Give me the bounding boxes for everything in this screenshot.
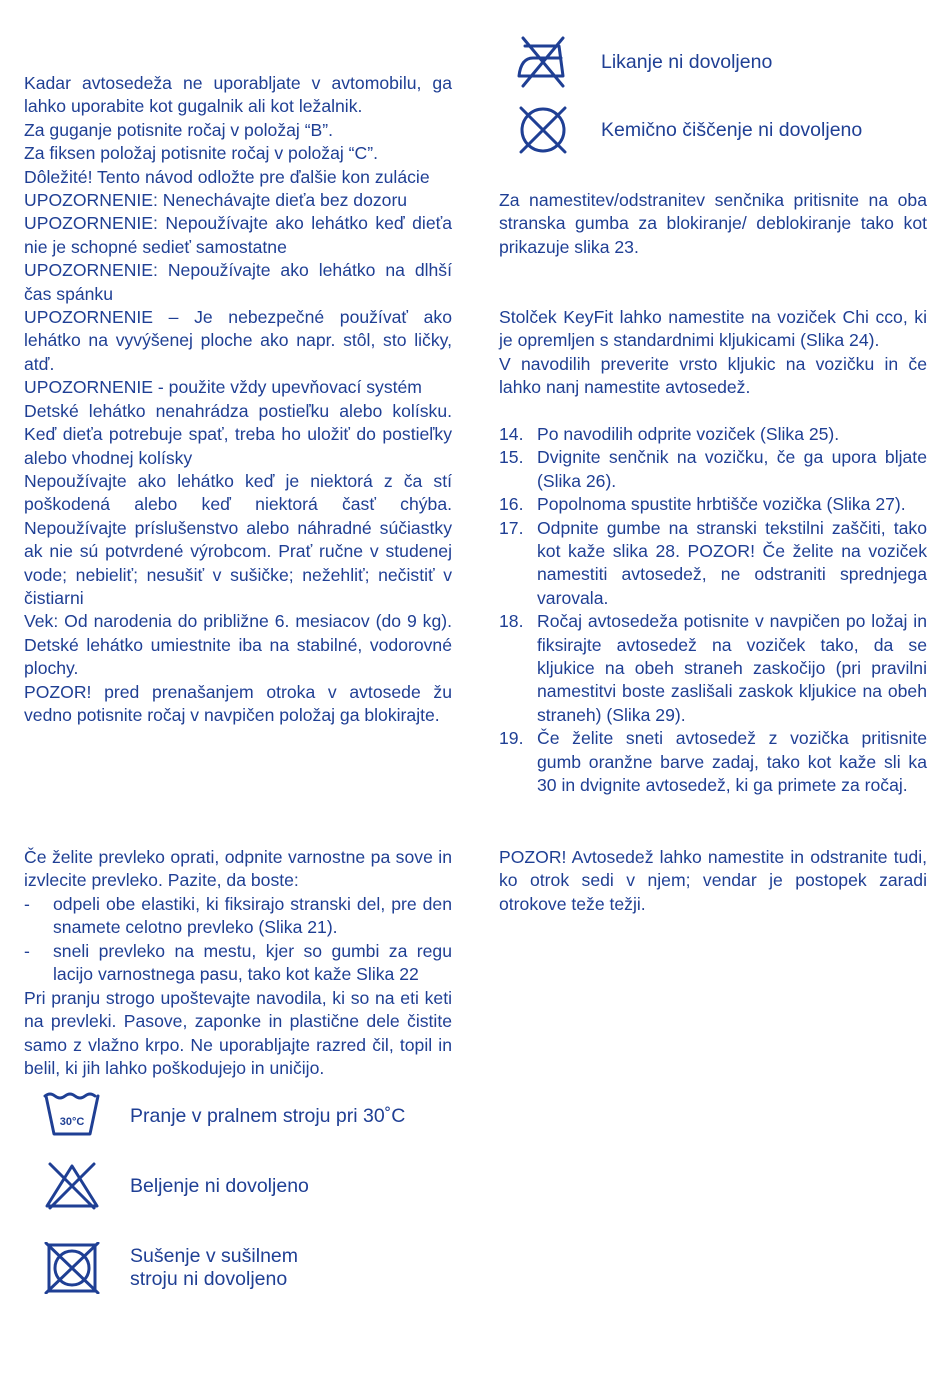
care-item-dryclean bbox=[513, 104, 862, 156]
paragraph: Stolček KeyFit lahko namestite na voziček Chi cco, ki je opremljen s standardnimi kljukicami (Slika 24). bbox=[499, 307, 927, 351]
care-label: Pranje v pralnem stroju pri 30˚C bbox=[130, 1104, 406, 1127]
no-bleach-icon bbox=[42, 1160, 102, 1212]
paragraph: Detské lehátko nenahrádza postieľku alebo kolísku. Keď dieťa potrebuje spať, treba ho uložiť do postieľky alebo vhodnej kolísky bbox=[24, 400, 452, 468]
svg-text:30°C: 30°C bbox=[59, 1116, 85, 1128]
wash-note: Pri pranju strogo upoštevajte navodila, ki so na eti keti na prevleki. Pasove, zaponke in plastične dele čistite samo z vlažno krpo. Ne uporabljajte razred čil, topil in belil, ki jih lahko poškodujejo in uničijo. bbox=[24, 988, 452, 1079]
no-iron-icon bbox=[513, 36, 573, 88]
steps-list bbox=[499, 423, 927, 798]
list-item: 16. Popolnoma spustite hrbtišče vozička (Slika 27). bbox=[499, 494, 906, 515]
stroller-intro bbox=[499, 306, 927, 400]
list-item: 14. Po navodilih odprite voziček (Slika 25). bbox=[499, 424, 840, 444]
list-item: 19. Če želite sneti avtosedež z vozička pritisnite gumb oranžne barve zadaj, tako kot kaže sli ka 30 in dvignite avtosedež, ki ga primete za ročaj. bbox=[499, 728, 927, 796]
paragraph: Kadar avtosedeža ne uporabljate v avtomobilu, ga lahko uporabite kot gugalnik ali kot ležalnik. bbox=[24, 73, 452, 117]
care-label: Kemično čiščenje ni dovoljeno bbox=[601, 118, 863, 141]
care-item-wash bbox=[42, 1090, 405, 1142]
paragraph: POZOR! pred prenašanjem otroka v avtosede žu vedno potisnite ročaj v navpičen položaj ga blokirajte. bbox=[24, 681, 452, 725]
list-item: 17. Odpnite gumbe na stranski tekstilni zaščiti, tako kot kaže slika 28. POZOR! Če želite na voziček namestiti avtosedež, ne odstraniti sprednjega varovala. bbox=[499, 517, 927, 608]
wash-list bbox=[24, 893, 452, 987]
paragraph: UPOZORNENIE: Nenechávajte dieťa bez dozoru bbox=[24, 190, 408, 211]
care-label: Likanje ni dovoljeno bbox=[601, 50, 773, 73]
paragraph: Nepoužívajte ako lehátko keď je niektorá z ča stí poškodená alebo keď niektorá časť chýba. Nepoužívajte príslušenstvo alebo náhradné súčiastky ak nie sú potvrdené výrobcom. Prať ručne v studenej vode; nebieliť; nesušiť v sušičke; nežehliť; nečistiť v čistiarni bbox=[24, 470, 452, 608]
list-item: 15. Dvignite senčnik na vozičku, če ga upora bljate (Slika 26). bbox=[499, 447, 927, 491]
no-dry-clean-icon bbox=[513, 104, 573, 156]
care-label: Beljenje ni dovoljeno bbox=[130, 1174, 309, 1197]
paragraph: UPOZORNENIE – Je nebezpečné používať ako lehátko na vyvýšenej ploche ako napr. stôl, sto ličky, atď. bbox=[24, 307, 452, 374]
paragraph: UPOZORNENIE: Nepoužívajte ako lehátko keď dieťa nie je schopné sedieť samostatne bbox=[24, 213, 452, 257]
list-item: - sneli prevleko na mestu, kjer so gumbi za regu lacijo varnostnega pasu, tako kot kaže Slika 22 bbox=[24, 940, 452, 985]
intro-text bbox=[24, 72, 452, 727]
list-item: - odpeli obe elastiki, ki fiksirajo stranski del, pre den snamete celotno prevleko (Slika 21). bbox=[24, 894, 452, 938]
warning-text: POZOR! Avtosedež lahko namestite in odstranite tudi, ko otrok sedi v njem; vendar je postopek zaradi otrokove teže težji. bbox=[499, 847, 927, 914]
care-label: Sušenje v sušilnem stroju ni dovoljeno bbox=[130, 1245, 298, 1290]
paragraph: UPOZORNENIE: Nepoužívajte ako lehátko na dlhší čas spánku bbox=[24, 260, 452, 304]
care-item-iron bbox=[513, 36, 772, 88]
paragraph: V navodilih preverite vrsto kljukic na vozičku in če lahko nanj namestite avtosedež. bbox=[499, 353, 927, 398]
paragraph: UPOZORNENIE - použite vždy upevňovací systém bbox=[24, 377, 422, 398]
canopy-text: Za namestitev/odstranitev senčnika pritisnite na oba stranska gumba za blokiranje/ deblokiranje tako kot prikazuje slika 23. bbox=[499, 190, 927, 257]
paragraph: Za fiksen položaj potisnite ročaj v položaj “C”. bbox=[24, 143, 378, 164]
paragraph: Za guganje potisnite ročaj v položaj “B”. bbox=[24, 119, 334, 140]
paragraph: Vek: Od narodenia do približne 6. mesiacov (do 9 kg). Detské lehátko umiestnite iba na stabilné, vodorovné plochy. bbox=[24, 611, 452, 679]
wash-intro: Če želite prevleko oprati, odpnite varnostne pa sove in izvlecite prevleko. Pazite, da boste: bbox=[24, 847, 452, 891]
list-item: 18. Ročaj avtosedeža potisnite v navpičen po ložaj in fiksirajte avtosedež na voziček tako, da se kljukice na obeh straneh zaskočijo (pri pravilni namestitvi boste zaslišali zaskok kljukice na obeh straneh) (Slika 29). bbox=[499, 611, 927, 725]
care-item-bleach bbox=[42, 1160, 309, 1212]
wash-30-icon bbox=[42, 1090, 102, 1142]
care-item-dryer bbox=[42, 1242, 320, 1294]
no-tumble-dry-icon bbox=[42, 1242, 102, 1294]
paragraph: Dôležité! Tento návod odložte pre ďalšie kon zulácie bbox=[24, 166, 430, 187]
